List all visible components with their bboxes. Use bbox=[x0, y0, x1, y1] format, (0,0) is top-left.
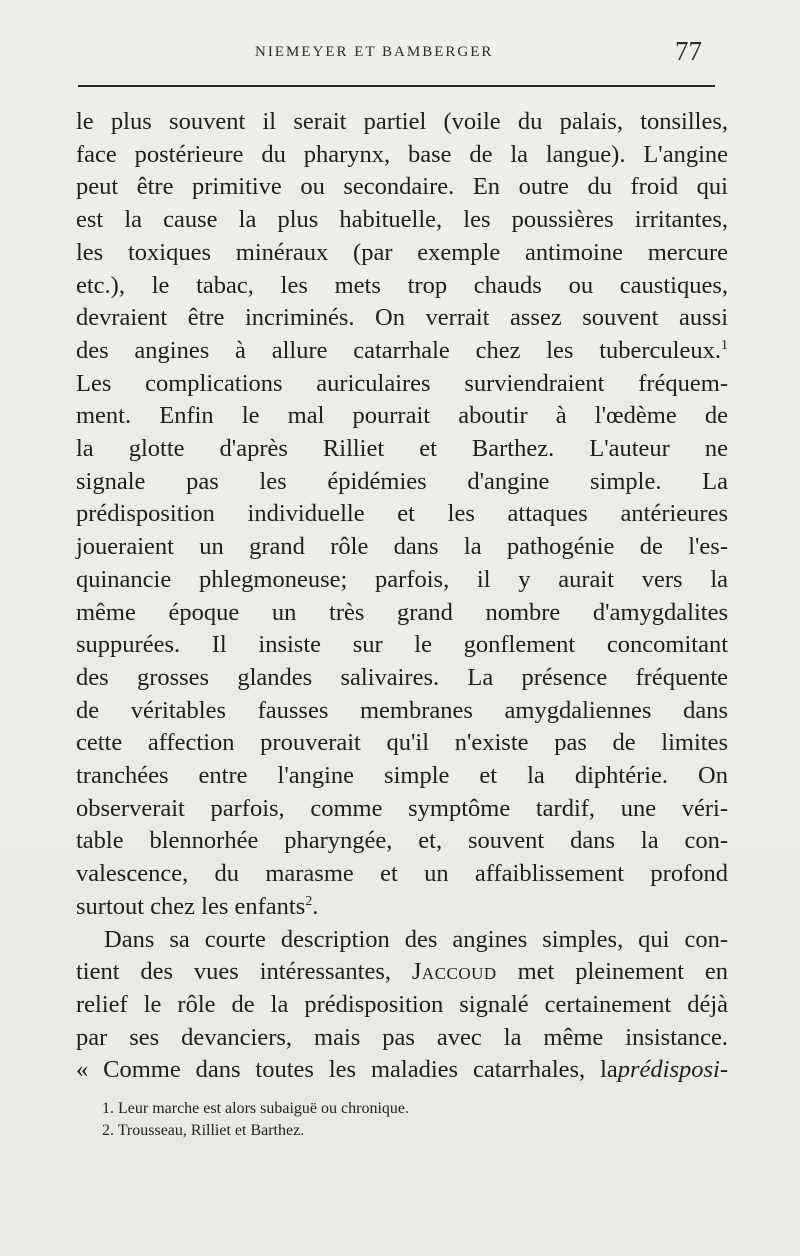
text-line: même époque un très grand nombre d'amygdalites bbox=[76, 598, 728, 626]
text-line: quinancie phlegmoneuse; parfois, il y aurait vers la bbox=[76, 565, 728, 593]
text-line-content: « Comme dans toutes les maladies catarrhales, la bbox=[76, 1056, 618, 1084]
text-line-content: surtout chez les enfants bbox=[76, 892, 306, 920]
header-rule bbox=[78, 85, 715, 87]
text-line bbox=[76, 891, 728, 924]
text-line bbox=[76, 1054, 728, 1087]
footnotes bbox=[102, 1098, 702, 1142]
text-line-content: des angines à allure catarrhale chez les tuberculeux. bbox=[76, 336, 721, 364]
text-line: face postérieure du pharynx, base de la langue). L'angine bbox=[76, 140, 728, 168]
text-line bbox=[76, 956, 728, 989]
text-line: suppurées. Il insiste sur le gonflement concomitant bbox=[76, 631, 728, 659]
body-text bbox=[76, 106, 728, 1087]
page-number: 77 bbox=[675, 36, 702, 66]
text-line: cette affection prouverait qu'il n'existe pas de limites bbox=[76, 729, 728, 757]
text-line: valescence, du marasme et un affaiblissement profond bbox=[76, 860, 728, 888]
text-line: tranchées entre l'angine simple et la diphtérie. On bbox=[76, 762, 728, 790]
running-head-title: NIEMEYER ET BAMBERGER bbox=[255, 44, 494, 60]
footnote-1: 1. Leur marche est alors subaiguë ou chronique. bbox=[102, 1100, 410, 1117]
text-line: le plus souvent il serait partiel (voile du palais, tonsilles, bbox=[76, 108, 728, 135]
footnote-ref-1: 1 bbox=[721, 337, 728, 353]
text-line: Les complications auriculaires surviendraient fréquem- bbox=[76, 369, 728, 397]
text-line: de véritables fausses membranes amygdaliennes dans bbox=[76, 696, 728, 724]
text-line: prédisposition individuelle et les attaques antérieures bbox=[76, 500, 728, 528]
footnote-2: 2. Trousseau, Rilliet et Barthez. bbox=[102, 1122, 305, 1139]
text-line: observerait parfois, comme symptôme tardif, une véri- bbox=[76, 794, 728, 822]
text-line-content: met pleinement en bbox=[517, 958, 729, 986]
text-line: devraient être incriminés. On verrait assez souvent aussi bbox=[76, 304, 728, 332]
text-line: les toxiques minéraux (par exemple antimoine mercure bbox=[76, 238, 728, 266]
text-line bbox=[76, 335, 728, 368]
text-line: par ses devanciers, mais pas avec la même insistance. bbox=[76, 1023, 728, 1051]
footnote-ref-2: 2 bbox=[305, 893, 313, 909]
running-head bbox=[0, 36, 800, 70]
text-line-content: tient des vues intéressantes, bbox=[76, 958, 392, 986]
text-line: peut être primitive ou secondaire. En outre du froid qui bbox=[76, 173, 728, 201]
text-line: signale pas les épidémies d'angine simple. La bbox=[76, 467, 728, 495]
text-line: relief le rôle de la prédisposition signalé certainement déjà bbox=[76, 990, 728, 1018]
author-name: Jaccoud bbox=[411, 958, 497, 986]
text-line: la glotte d'après Rilliet et Barthez. L'auteur ne bbox=[76, 435, 728, 463]
text-line: ment. Enfin le mal pourrait aboutir à l'œdème de bbox=[76, 402, 728, 430]
text-line: joueraient un grand rôle dans la pathogénie de l'es- bbox=[76, 533, 728, 561]
text-line: Dans sa courte description des angines simples, qui con- bbox=[104, 925, 728, 953]
text-line: etc.), le tabac, les mets trop chauds ou caustiques, bbox=[76, 271, 728, 299]
sentence-end: . bbox=[312, 892, 319, 920]
text-line: des grosses glandes salivaires. La présence fréquente bbox=[76, 663, 728, 691]
text-line: est la cause la plus habituelle, les poussières irritantes, bbox=[76, 206, 728, 234]
italic-word: prédisposi- bbox=[617, 1056, 728, 1084]
text-line: table blennorhée pharyngée, et, souvent dans la con- bbox=[76, 827, 728, 855]
